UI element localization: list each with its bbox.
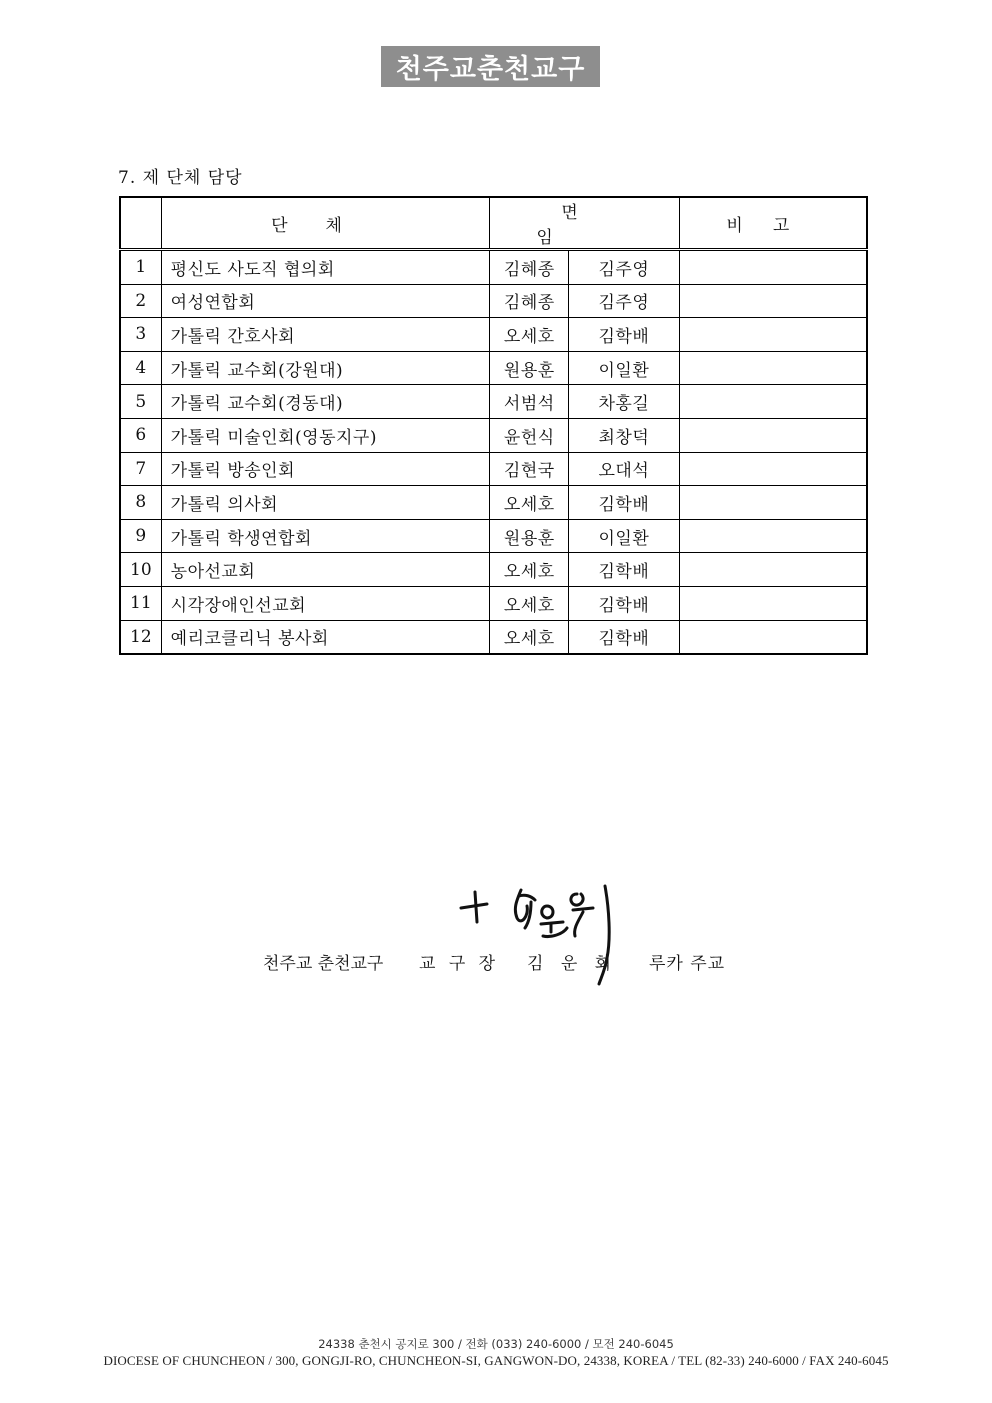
row-note [679,586,867,620]
header-assignee: 면임 [490,197,679,250]
row-group-name: 가톨릭 교수회(강원대) [161,351,490,385]
row-number: 4 [120,351,161,385]
row-note [679,519,867,553]
signature-name: 김 운 회 [527,954,618,974]
table-row [120,318,867,352]
row-assignee-b: 오대석 [569,452,680,486]
table-row [120,351,867,385]
row-group-name: 시각장애인선교회 [161,586,490,620]
footer-address-korean: 24338 춘천시 공지로 300 / 전화 (033) 240-6000 / 모전 240-6045 [318,1337,674,1351]
row-assignee-a: 김혜종 [490,284,569,318]
row-group-name: 가톨릭 간호사회 [161,318,490,352]
row-number: 3 [120,318,161,352]
row-assignee-b: 차홍길 [569,385,680,419]
footer-address-english: DIOCESE OF CHUNCHEON / 300, GONGJI-RO, CHUNCHEON-SI, GANGWON-DO, 24338, KOREA / TEL (82-33) 240-6000 / FAX 240-6045 [103,1353,889,1368]
row-assignee-a: 서범석 [490,385,569,419]
row-group-name: 농아선교회 [161,553,490,587]
row-group-name: 가톨릭 미술인회(영동지구) [161,418,490,452]
row-assignee-a: 원용훈 [490,351,569,385]
row-note [679,452,867,486]
row-assignee-b: 김학배 [569,486,680,520]
section-title: 7. 제 단체 담당 [118,168,243,188]
row-number: 10 [120,553,161,587]
row-assignee-b: 김학배 [569,318,680,352]
row-note [679,318,867,352]
row-assignee-a: 오세호 [490,318,569,352]
header-note: 비고 [679,197,867,250]
row-group-name: 예리코클리닉 봉사회 [161,620,490,654]
row-number: 2 [120,284,161,318]
row-group-name: 평신도 사도직 협의회 [161,250,490,285]
row-note [679,250,867,285]
table-row [120,250,867,285]
row-assignee-a: 김현국 [490,452,569,486]
row-group-name: 여성연합회 [161,284,490,318]
row-assignee-a: 오세호 [490,586,569,620]
row-group-name: 가톨릭 의사회 [161,486,490,520]
table-row [120,418,867,452]
row-group-name: 가톨릭 교수회(경동대) [161,385,490,419]
table-header-row [120,197,867,250]
table-row [120,519,867,553]
row-assignee-b: 김주영 [569,284,680,318]
row-assignee-b: 김주영 [569,250,680,285]
table-row [120,553,867,587]
row-note [679,385,867,419]
row-note [679,418,867,452]
header-number [120,197,161,250]
row-assignee-b: 김학배 [569,553,680,587]
signature-org: 천주교 춘천교구 [263,954,384,974]
row-assignee-a: 오세호 [490,620,569,654]
table-row [120,486,867,520]
signature-title: 루카 주교 [649,954,726,974]
diocese-logo: 천주교춘천교구 [381,46,600,87]
row-note [679,486,867,520]
row-note [679,620,867,654]
row-assignee-a: 오세호 [490,553,569,587]
table-row [120,620,867,654]
row-assignee-a: 윤헌식 [490,418,569,452]
row-group-name: 가톨릭 방송인회 [161,452,490,486]
row-assignee-b: 김학배 [569,586,680,620]
table-row [120,284,867,318]
row-assignee-b: 이일환 [569,351,680,385]
table-row [120,452,867,486]
row-number: 12 [120,620,161,654]
row-number: 11 [120,586,161,620]
row-assignee-b: 최창덕 [569,418,680,452]
row-assignee-a: 원용훈 [490,519,569,553]
row-assignee-b: 이일환 [569,519,680,553]
row-number: 5 [120,385,161,419]
table-row [120,385,867,419]
row-assignee-a: 오세호 [490,486,569,520]
row-number: 6 [120,418,161,452]
groups-table [119,196,868,655]
signature-role: 교 구 장 [419,954,500,974]
row-note [679,553,867,587]
row-number: 7 [120,452,161,486]
header-group-name: 단체 [161,197,490,250]
row-number: 8 [120,486,161,520]
row-number: 1 [120,250,161,285]
table-row [120,586,867,620]
row-note [679,284,867,318]
row-group-name: 가톨릭 학생연합회 [161,519,490,553]
row-note [679,351,867,385]
row-assignee-a: 김혜종 [490,250,569,285]
row-number: 9 [120,519,161,553]
row-assignee-b: 김학배 [569,620,680,654]
